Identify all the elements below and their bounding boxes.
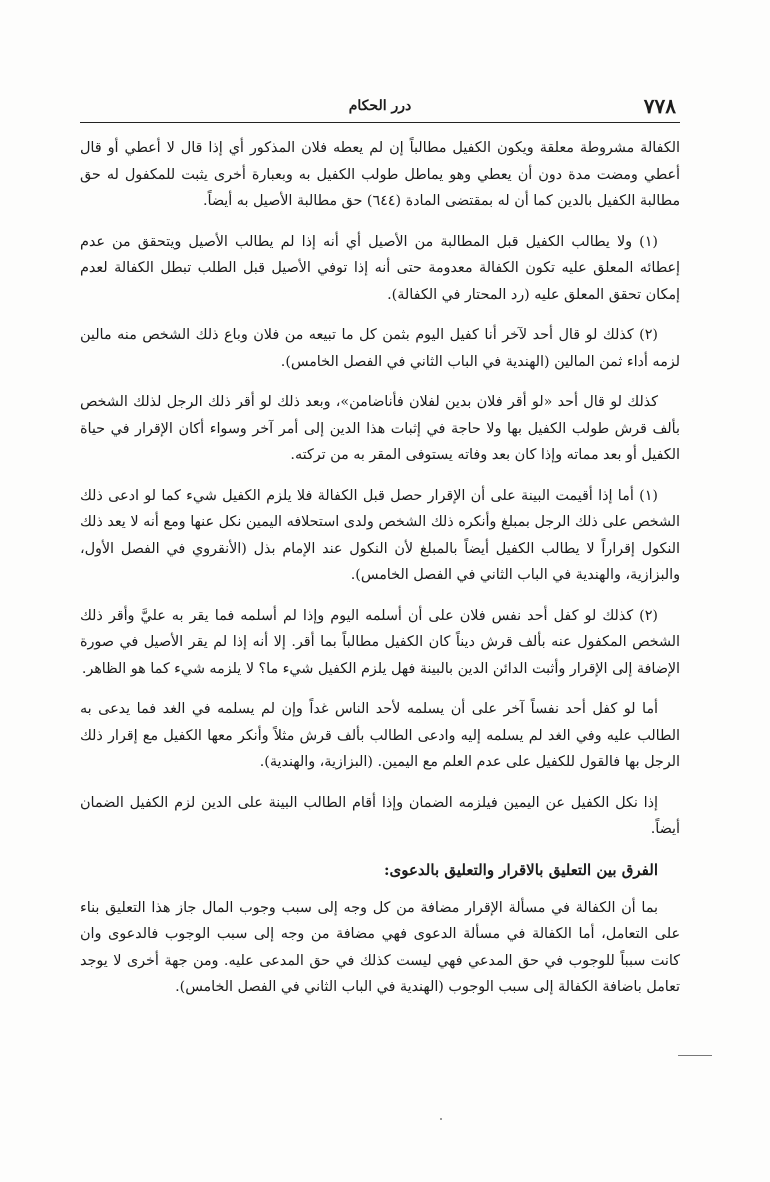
paragraph: كذلك لو قال أحد «لو أقر فلان بدين لفلان فأناضامن»، وبعد ذلك لو أقر ذلك الرجل لذلك الشخص بألف قرش طولب الكفيل بها ولا حاجة في إثبات هذا الدين إلى أمر آخر وسواء أكان الإقرار في حياة الكفيل أو بعد مماته وإذا كان بعد وفاته يستوفى المقر به من تركته.	[80, 394, 680, 463]
section-heading: الفرق بين التعليق بالاقرار والتعليق بالدعوى:	[383, 860, 658, 879]
final-paragraph: بما أن الكفالة في مسألة الإقرار مضافة من كل وجه إلى سبب وجوب المال جاز هذا التعليق بناء على التعامل، أما الكفالة في مسألة الدعوى فهي مضافة من وجه إلى سبب الوجوب فالدعوى وان كانت سبباً للوجوب في حق المدعي فهي ليست كذلك في حق المدعى عليه. ومن جهة أخرى لا يوجد تعامل باضافة الكفالة إلى سبب الوجوب (الهندية في الباب الثاني في الفصل الخامس).	[80, 899, 680, 995]
scan-mark	[440, 1118, 442, 1120]
page-body	[80, 135, 680, 1001]
paragraph: (١) أما إذا أقيمت البينة على أن الإقرار حصل قبل الكفالة فلا يلزم الكفيل شيء كما لو ادعى ذلك الشخص على ذلك الرجل بمبلغ وأنكره ذلك الشخص ولدى استحلافه اليمين نكل عنها ومع أنه لا يعد ذلك النكول إقراراً لا يطالب الكفيل أيضاً بالمبلغ لأن النكول عند الإمام بذل (الأنقروي في الفصل الأول، والبزازية، والهندية في الباب الثاني في الفصل الخامس).	[80, 487, 680, 583]
paragraph: (٢) كذلك لو كفل أحد نفس فلان على أن أسلمه اليوم وإذا لم أسلمه فما يقر به عليَّ وأقر ذلك الشخص المكفول عنه بألف قرش ديناً كان الكفيل مطالباً بما أقر. إلا أنه إذا لم يقر الأصيل في صورة الإضافة إلى الإقرار وأثبت الدائن الدين بالبينة فهل يلزم الكفيل شيء ما؟ لا يلزمه شيء كما هو الظاهر.	[80, 607, 680, 677]
paragraph: الكفالة مشروطة معلقة ويكون الكفيل مطالباً إن لم يعطه فلان المذكور أي إذا قال لا أعطي أو قال أعطي ومضت مدة دون أن يعطي وهو يماطل طولب الكفيل به وبعبارة أخرى يثبت للمكفول له حق مطالبة الكفيل بالدين كما أن له بمقتضى المادة (٦٤٤) حق مطالبة الأصيل به أيضاً.	[80, 140, 680, 209]
paragraph: إذا نكل الكفيل عن اليمين فيلزمه الضمان وإذا أقام الطالب البينة على الدين لزم الكفيل الضمان أيضاً.	[80, 794, 680, 837]
book-title: درر الحكام	[348, 98, 412, 114]
paragraph: (١) ولا يطالب الكفيل قبل المطالبة من الأصيل أي أنه إذا لم يطالب الأصيل ويتحقق من عدم إعطائه المعلق عليه تكون الكفالة معدومة حتى أنه إذا توفي الأصيل قبل الطلب تبطل الكفالة لعدم إمكان تحقق المعلق عليه (رد المحتار في الكفالة).	[80, 233, 680, 303]
page-header	[80, 92, 680, 123]
document-page	[80, 92, 680, 1015]
footnote-rule	[678, 1055, 712, 1056]
page-number: ٧٧٨	[643, 94, 676, 118]
paragraph: أما لو كفل أحد نفساً آخر على أن يسلمه لأحد الناس غداً وإن لم يسلمه في الغد فما يدعى به الطالب عليه وفي الغد لم يسلمه إليه وادعى الطالب بألف قرش مثلاً وأنكر معها الكفيل مع إقرار ذلك الرجل بها فالقول للكفيل على عدم العلم مع اليمين. (البزازية، والهندية).	[80, 701, 680, 770]
paragraph: (٢) كذلك لو قال أحد لآخر أنا كفيل اليوم بثمن كل ما تبيعه من فلان وباع ذلك الشخص منه مالين لزمه أداء ثمن المالين (الهندية في الباب الثاني في الفصل الخامس).	[80, 327, 680, 370]
